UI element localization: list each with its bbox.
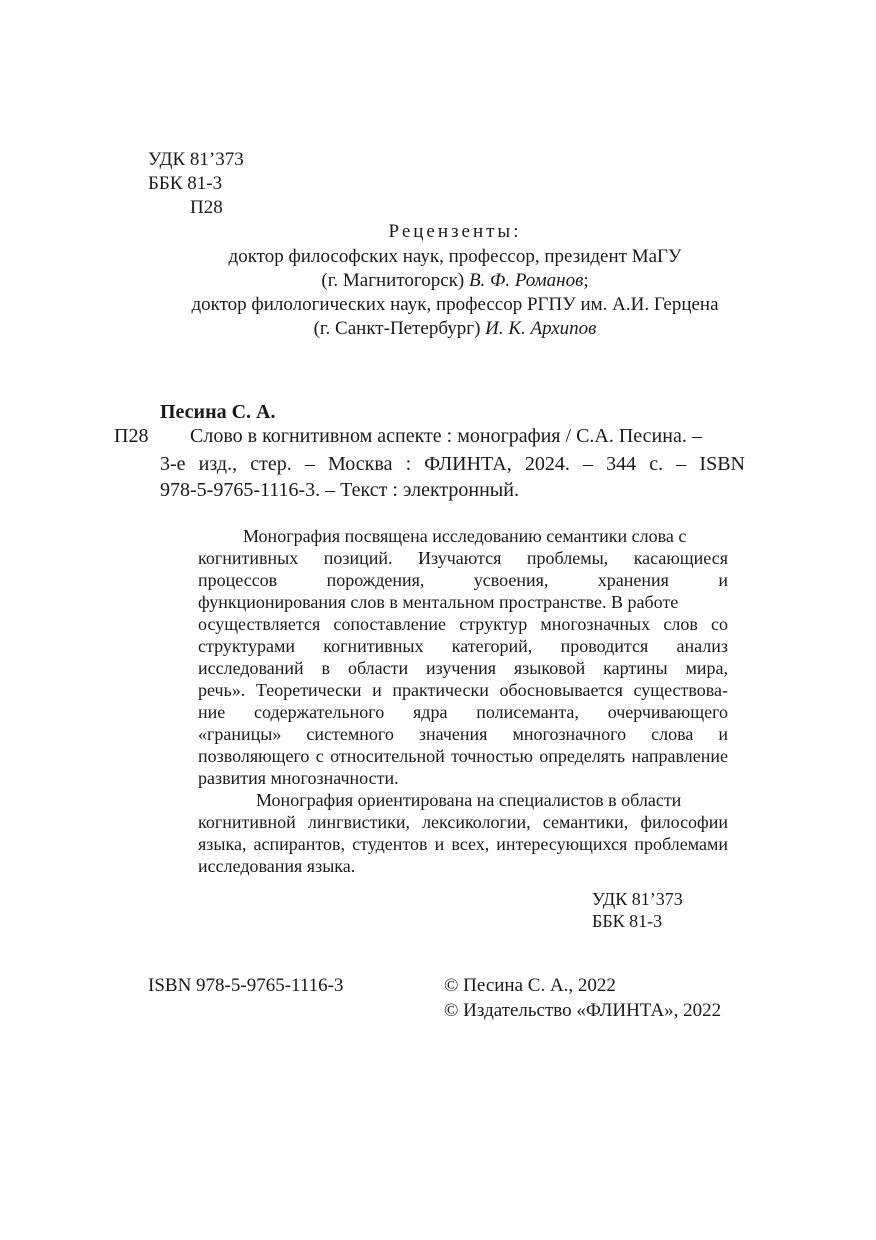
biblio-line-3: 978-5-9765-1116-3. – Текст : электронный. xyxy=(160,479,519,501)
udk-code: УДК 81’373 xyxy=(148,149,244,170)
abstract-line: «границы» системного значения многозначного слова и xyxy=(198,724,728,744)
abstract-line: когнитивной лингвистики, лексикологии, семантики, философии xyxy=(198,812,728,832)
reviewers-title: Рецензенты: xyxy=(388,221,522,242)
abstract-line xyxy=(198,789,728,811)
abstract-line: исследований в области изучения языковой картины мира, xyxy=(198,658,728,678)
reviewer-1-name: В. Ф. Романов xyxy=(468,270,584,291)
biblio-line-2: 3-е изд., стер. – Москва : ФЛИНТА, 2024. – 344 с. – ISBN xyxy=(160,453,745,475)
bbk-code: ББК 81-3 xyxy=(148,173,223,194)
author-heading: Песина С. А. xyxy=(160,401,276,423)
reviewer-1-name-line xyxy=(150,269,760,293)
abstract-line: осуществляется сопоставление структур многозначных слов со xyxy=(198,614,728,634)
biblio-author-mark: П28 xyxy=(114,425,149,447)
abstract-line-text: Монография посвящена исследованию семантики слова с xyxy=(243,526,687,546)
reviewer-1-credentials: доктор философских наук, профессор, президент МаГУ xyxy=(228,246,682,267)
abstract xyxy=(198,525,728,877)
reviewer-2-name-line xyxy=(150,317,760,341)
reviewer-1-suffix: ; xyxy=(583,270,589,291)
reviewer-2-credentials: доктор филологических наук, профессор РГПУ им. А.И. Герцена xyxy=(191,294,719,315)
footer-bbk-code: ББК 81-3 xyxy=(592,911,663,931)
footer-udk-code: УДК 81’373 xyxy=(592,889,683,909)
copyright-publisher: © Издательство «ФЛИНТА», 2022 xyxy=(444,1000,722,1021)
abstract-line: процессов порождения, усвоения, хранения и xyxy=(198,570,728,590)
copyright-author: © Песина С. А., 2022 xyxy=(444,975,616,996)
biblio-line-1: Слово в когнитивном аспекте : монография / С.А. Песина. – xyxy=(190,425,702,447)
abstract-line-text: Монография ориентирована на специалистов в области xyxy=(256,790,682,810)
abstract-line: исследования языка. xyxy=(198,856,356,876)
reviewer-1-city: (г. Магнитогорск) xyxy=(321,270,469,291)
abstract-line: позволяющего с относительной точностью определять направление xyxy=(198,746,728,766)
abstract-line: развития многозначности. xyxy=(198,768,399,788)
abstract-line: языка, аспирантов, студентов и всех, интересующихся проблемами xyxy=(198,834,728,854)
reviewer-2-name: И. К. Архипов xyxy=(485,318,597,339)
abstract-line: когнитивных позиций. Изучаются проблемы, касающиеся xyxy=(198,548,728,568)
abstract-line: структурами когнитивных категорий, проводится анализ xyxy=(198,636,728,656)
isbn: ISBN 978-5-9765-1116-3 xyxy=(148,975,344,996)
abstract-line: ние содержательного ядра полисеманта, очерчивающего xyxy=(198,702,728,722)
abstract-line xyxy=(198,525,728,547)
abstract-line: речь». Теоретически и практически обосновывается существова- xyxy=(198,680,728,700)
reviewer-2-city: (г. Санкт-Петербург) xyxy=(313,318,486,339)
author-mark-code: П28 xyxy=(190,197,223,218)
abstract-line: функционирования слов в ментальном пространстве. В работе xyxy=(198,592,679,612)
